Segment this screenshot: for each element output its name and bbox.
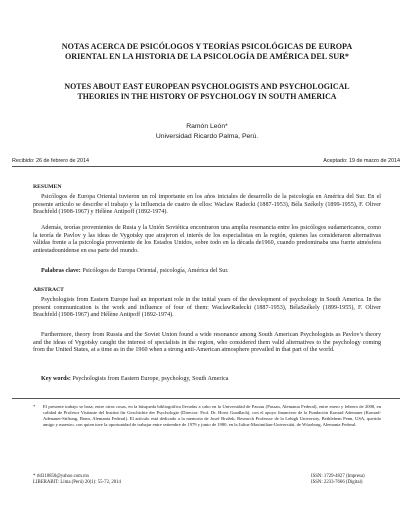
resumen-keywords — [41, 268, 381, 276]
journal-citation: LIBERABIT: Lima (Perú) 20(1): 55-72, 2014 — [33, 480, 121, 485]
header-divider — [12, 166, 400, 167]
resumen-paragraph-1: Psicólogos de Europa Oriental tuvieron un rol importante en los años iniciales de desarrollo de la psicología en América del Sur. En el presente artículo se describe el trabajo y la influencia de cuatro de ellos: Waclaw Radecki (1887-1953), Béla Székely (1899-1955), F. Oliver Brachfeld (1908-1967) y Hélène Antipoff (1892-1974). — [33, 194, 381, 215]
title-english: NOTES ABOUT EAST EUROPEAN PSYCHOLOGISTS AND PSYCHOLOGICAL THEORIES IN THE HISTORY OF PSYCHOLOGY IN SOUTH AMERICA — [64, 82, 350, 101]
abstract-paragraph-1: Psychologists from Eastern Europe had an important role in the initial years of the development of psychology in South America. In the present communication is the work and influence of four of them: WaclawRadecki (1887-1953), BélaSzékely (1899-1955), F. Oliver Brachfeld (1908-1967) and Hélène Antipoff (1892-1974). — [33, 297, 381, 318]
received-date: Recibido: 26 de febrero de 2014 — [12, 158, 90, 164]
footnote-text: El presente trabajo se basa, entre otras cosas, en la búsqueda bibliográfica llevadas a cabo en la Universidad de Passau (Passau, Alemania Federal), entre enero y febrero de 2008, en calidad de Profesor Visitante del Institut für Geschichte der Psychologie (Director: Prof. Dr. Horst Gundlach), con el apoyo financiero de la Fundación Konrad Adenauer (Konrad-Adenauer-Stiftung, Bonn, Alemania Federal). El artículo está dedicado a la memoria de Josef Brožek, Research Professor de la Lehigh University, Bethlehem Penn, USA, querido amigo y maestro, con quien tuve la oportunidad de trabajar entre setiembre de 1979 y junio de 1980, en la Julius-Maximilian-Universität, de Würzburg, Alemania Federal. — [43, 404, 381, 427]
accepted-date: Aceptado: 19 de marzo de 2014 — [323, 158, 400, 164]
abstract-paragraph-2: Furthermore, theory from Russia and the Soviet Union found a wide resonance among South American Psychologists as Pavlov’s theory and the ideas of Vygotsky caught the interest of specialists in the region, who considered them valid alternatives to the psychology coming from the United States, at a time as in the 1960 when a strong anti-American atmosphere prevailed in that part of the world. — [33, 332, 381, 353]
issn-digital: ISSN: 2233-7666 (Digital) — [311, 480, 363, 485]
abstract-keywords — [41, 376, 381, 384]
abstract-keywords-text: Psychologists from Eastern Europe, psychology, South America — [72, 376, 229, 382]
resumen-heading: RESUMEN — [33, 184, 62, 190]
footnote-divider — [12, 398, 400, 399]
footnote — [33, 404, 381, 428]
author-name: Ramón León* — [186, 123, 228, 130]
issn-print: ISSN: 1729-4827 (Impresa) — [311, 474, 365, 479]
author-affiliation: Universidad Ricardo Palma, Perú. — [155, 133, 259, 140]
resumen-keywords-label: Palabras clave: — [41, 268, 81, 274]
author-email: * rld310850@yahoo.com.mx — [33, 474, 90, 479]
resumen-paragraph-2: Además, teorías provenientes de Rusia y la Unión Soviética encontraron una amplia resonancia entre los psicólogos sudamericanos, como la teoría de Pavlov y las ideas de Vygotsky que atrajeron el interés de los especialistas en la región, quienes las consideraron alternativas válidas frente a la psicología proveniente de los Estados Unidos, sobre todo en la década de1960, cuando predominaba una fuerte atmósfera antiestadounidense en esa parte del mundo. — [33, 225, 381, 254]
abstract-keywords-label: Key words: — [41, 376, 71, 382]
abstract-heading: ABSTRACT — [33, 287, 64, 293]
footnote-mark: * — [33, 404, 36, 409]
resumen-keywords-text: Psicólogos de Europa Oriental, psicología, América del Sur. — [82, 268, 229, 274]
title-spanish: NOTAS ACERCA DE PSICÓLOGOS Y TEORÍAS PSICOLÓGICAS DE EUROPA ORIENTAL EN LA HISTORIA DE LA PSICOLOGÍA DE AMÉRICA DEL SUR* — [61, 42, 353, 61]
